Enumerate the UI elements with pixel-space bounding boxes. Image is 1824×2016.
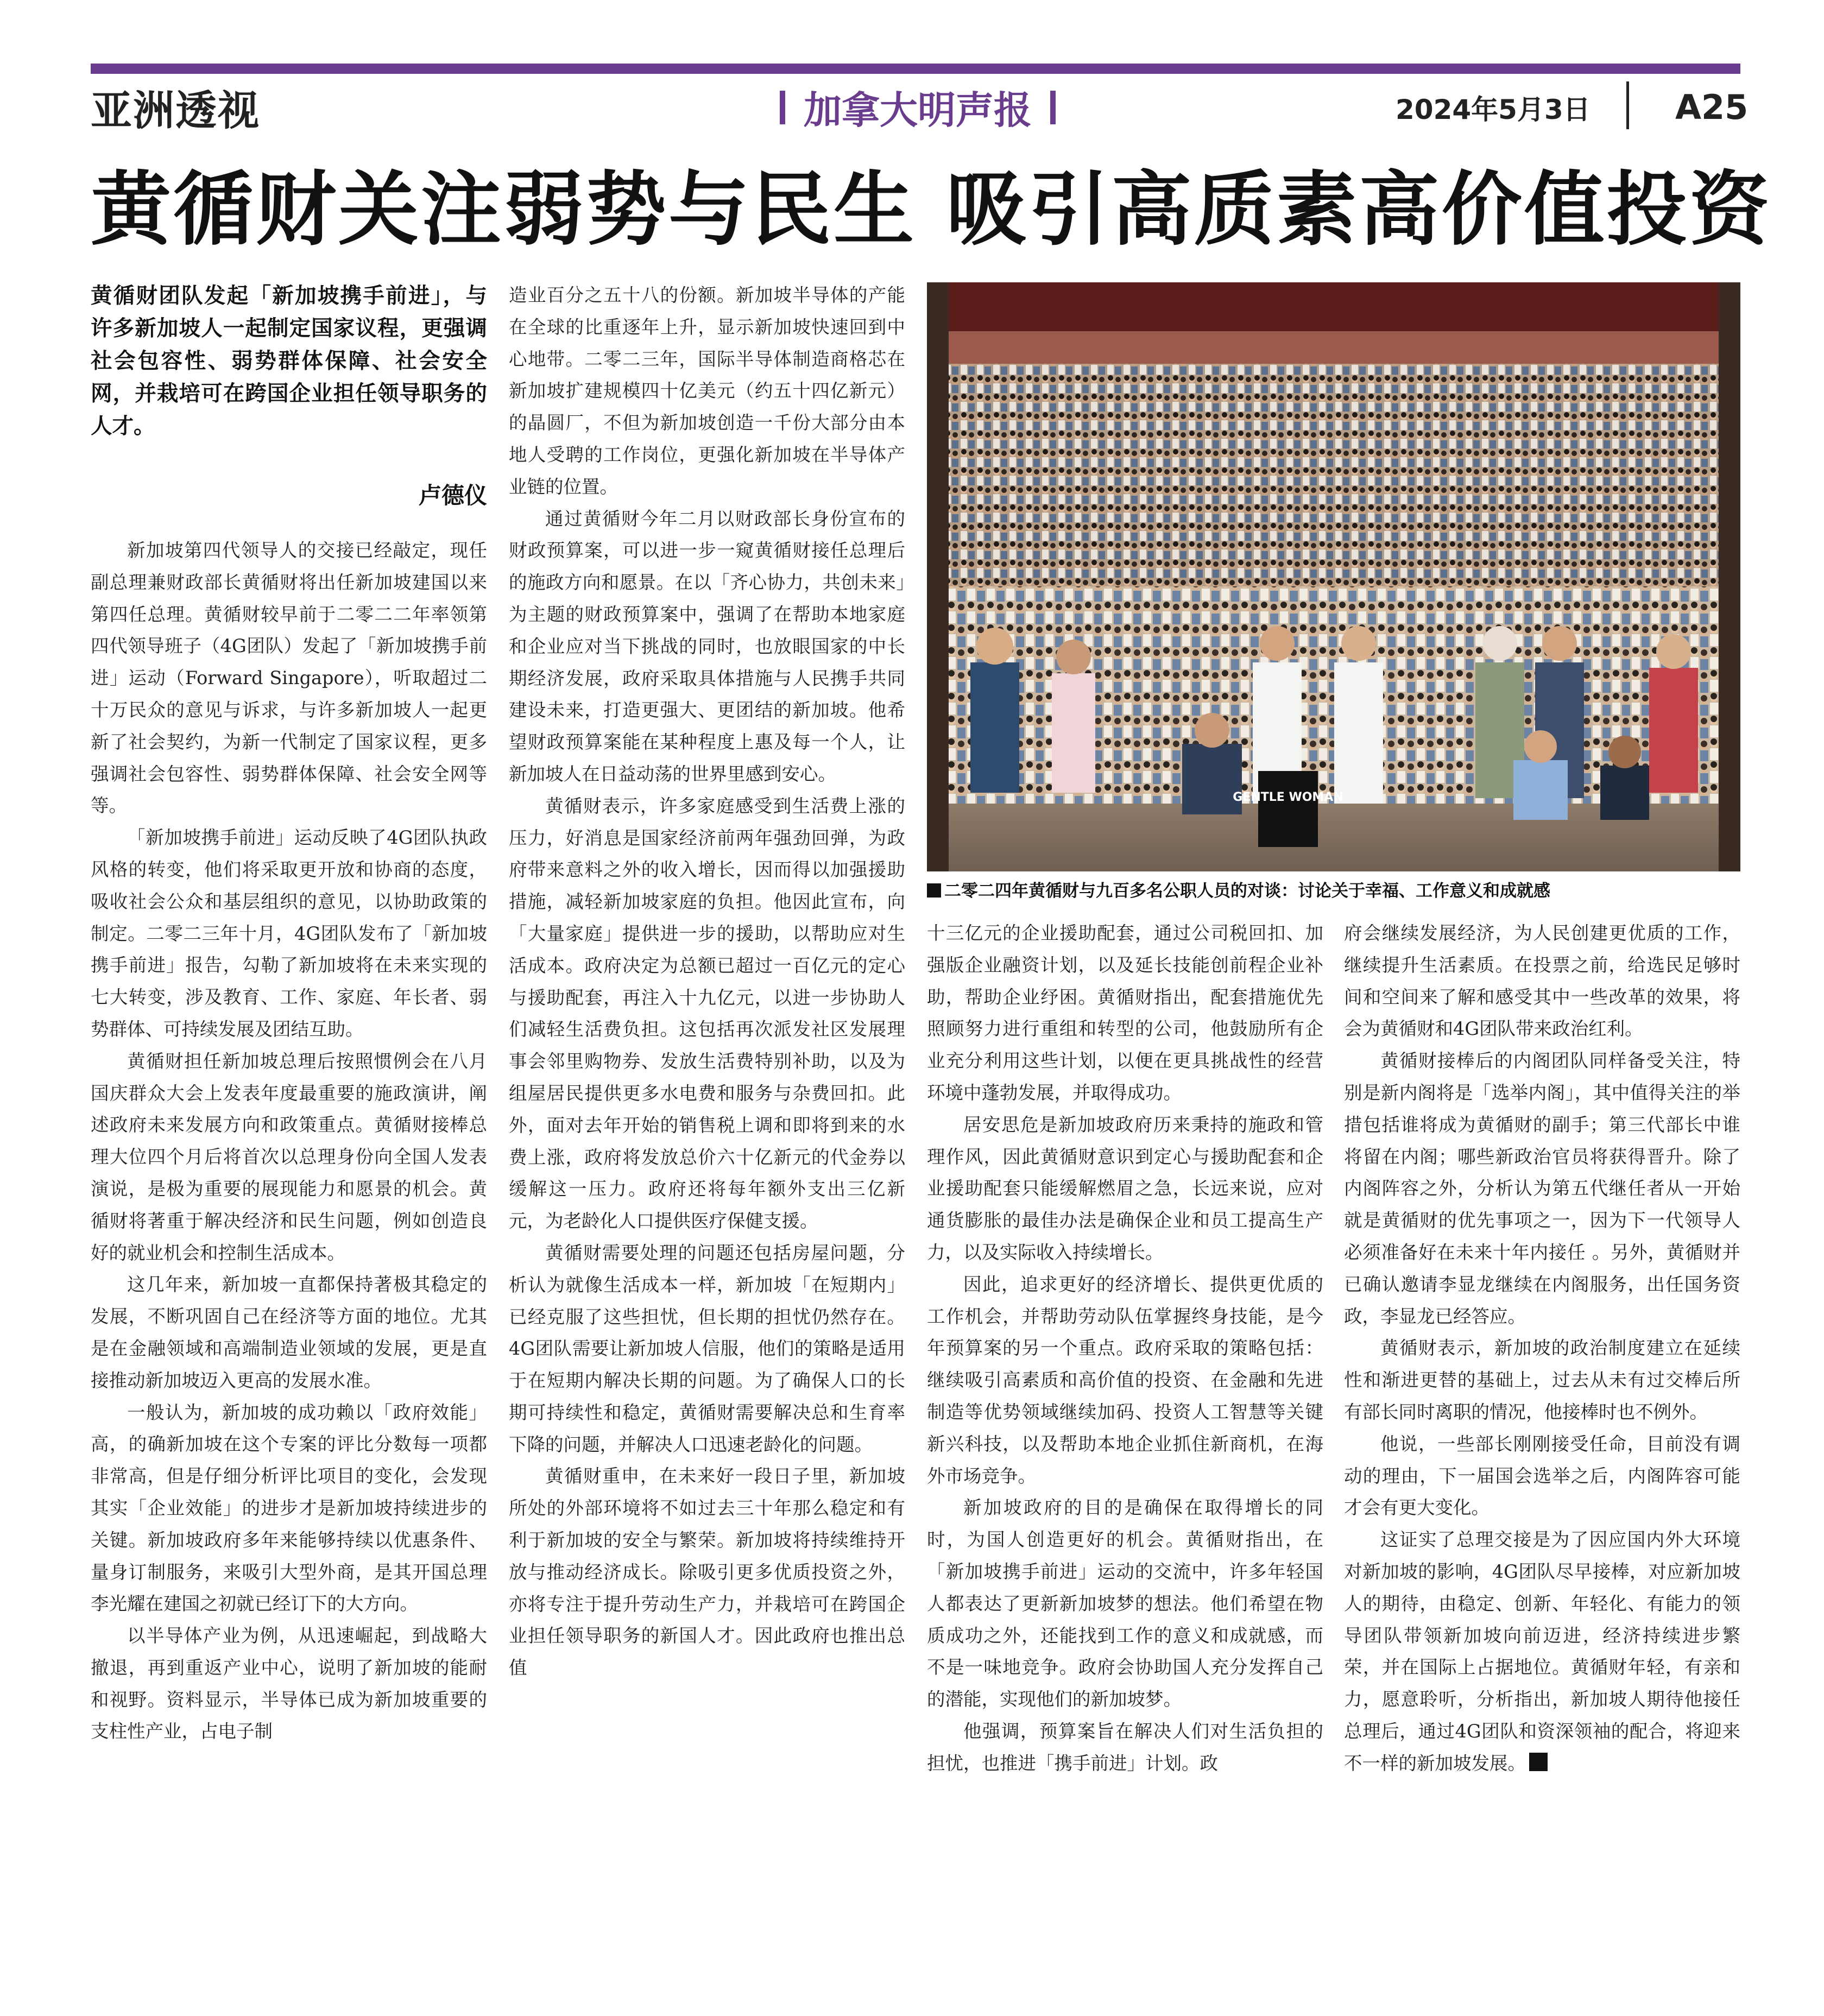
masthead-bar-left <box>780 91 785 124</box>
paragraph: 一般认为，新加坡的成功赖以「政府效能」高，的确新加坡在这个专案的评比分数每一项都非常高，但是仔细分析评比项目的变化，会发现其实「企业效能」的进步才是新加坡持续进步的关键。新加坡政府多年来能够持续以优惠条件、量身订制服务，来吸引大型外商，是其开国总理李光耀在建国之初就已经订下的大方向。 <box>91 1401 487 1615</box>
paragraph: 这几年来，新加坡一直都保持著极其稳定的发展，不断巩固自己在经济等方面的地位。尤其是在金融领域和高端制造业领域的发展，更是直接推动新加坡迈入更高的发展水准。 <box>91 1274 487 1391</box>
paragraph: 黄循财担任新加坡总理后按照惯例会在八月国庆群众大会上发表年度最重要的施政演讲，阐述政府未来发展方向和政策重点。黄循财接棒总理大位四个月后将首次以总理身份向全国人发表演说，是极为重要的展现能力和愿景的机会。黄循财将著重于解决经济和民生问题，例如创造良好的就业机会和控制生活成本。 <box>91 1050 487 1263</box>
paragraph: 他强调，预算案旨在解决人们对生活负担的担忧，也推进「携手前进」计划。政 <box>927 1720 1323 1774</box>
article-column-1 <box>91 535 487 1914</box>
end-of-article-mark <box>1529 1753 1548 1771</box>
lead-paragraph: 黄循财团队发起「新加坡携手前进」，与许多新加坡人一起制定国家议程，更强调社会包容性、弱势群体保障、社会安全网，并栽培可在跨国企业担任领导职务的人才。 <box>91 283 487 439</box>
crowd-photo-illustration <box>927 282 1740 871</box>
headline: 黄循财关注弱势与民生 吸引高质素高价值投资 <box>91 162 1772 256</box>
paragraph: 以半导体产业为例，从迅速崛起，到战略大撤退，再到重返产业中心，说明了新加坡的能耐和视野。资料显示，半导体已成为新加坡重要的支柱性产业，占电子制 <box>91 1625 487 1742</box>
paragraph <box>1344 1524 1740 1779</box>
section-title: 亚洲透视 <box>91 86 260 135</box>
article-column-4 <box>1344 918 1740 1914</box>
page-number: A25 <box>1675 87 1749 127</box>
issue-date: 2024年5月3日 <box>1396 93 1591 125</box>
tote-bag-text: GENTLE WOMAN <box>1233 791 1343 804</box>
header-divider <box>1626 81 1629 129</box>
article-column-3 <box>927 918 1323 1914</box>
photo-caption <box>927 875 1740 907</box>
paragraph: 黄循财接棒后的内阁团队同样备受关注，特别是新内阁将是「选举内阁」，其中值得关注的举措包括谁将成为黄循财的副手；第三代部长中谁将留在内阁；哪些新政治官员将获得晋升。除了内阁阵容之外，分析认为第五代继任者从一开始就是黄循财的优先事项之一，因为下一代领导人必须准备好在未来十年内接任 。另外，黄循财并已确认邀请李显龙继续在内阁服务，出任国务资政，李显龙已经答应。 <box>1344 1050 1740 1327</box>
event-photo <box>927 282 1740 871</box>
paragraph: 他说，一些部长刚刚接受任命，目前没有调动的理由，下一届国会选举之后，内阁阵容可能才会有更大变化。 <box>1344 1433 1740 1519</box>
masthead-prefix: 加拿大 <box>804 88 918 132</box>
paragraph: 造业百分之五十八的份额。新加坡半导体的产能在全球的比重逐年上升，显示新加坡快速回到中心地带。二零二三年，国际半导体制造商格芯在新加坡扩建规模四十亿美元（约五十四亿新元）的晶圆厂，不但为新加坡创造一千份大部分由本地人受聘的工作岗位，更强化新加坡在半导体产业链的位置。 <box>509 285 905 497</box>
paragraph: 十三亿元的企业援助配套，通过公司税回扣、加强版企业融资计划，以及延长技能创前程企业补助，帮助企业纾困。黄循财指出，配套措施优先照顾努力进行重组和转型的公司，他鼓励所有企业充分利用这些计划，以便在更具挑战性的经营环境中蓬勃发展，并取得成功。 <box>927 922 1323 1103</box>
paragraph: 「新加坡携手前进」运动反映了4G团队执政风格的转变，他们将采取更开放和协商的态度，吸收社会公众和基层组织的意见，以协助政策的制定。二零二三年十月，4G团队发布了「新加坡携手前进」报告，勾勒了新加坡将在未来实现的七大转变，涉及教育、工作、家庭、年长者、弱势群体、可持续发展及团结互助。 <box>91 827 487 1040</box>
paragraph: 府会继续发展经济，为人民创建更优质的工作，继续提升生活素质。在投票之前，给选民足够时间和空间来了解和感受其中一些改革的效果，将会为黄循财和4G团队带来政治红利。 <box>1344 922 1740 1040</box>
paragraph: 通过黄循财今年二月以财政部长身份宣布的财政预算案，可以进一步一窥黄循财接任总理后的施政方向和愿景。在以「齐心协力，共创未来」为主题的财政预算案中，强调了在帮助本地家庭和企业应对当下挑战的同时，也放眼国家的中长期经济发展，政府采取具体措施与人民携手共同建设未来，打造更强大、更团结的新加坡。他希望财政预算案能在某种程度上惠及每一个人，让新加坡人在日益动荡的世界里感到安心。 <box>509 508 905 785</box>
caption-text: 二零二四年黄循财与九百多名公职人员的对谈：讨论关于幸福、工作意义和成就感 <box>944 881 1550 901</box>
masthead <box>739 81 1097 133</box>
tote-bag <box>1258 771 1318 847</box>
caption-marker <box>927 883 941 898</box>
paragraph: 新加坡政府的目的是确保在取得增长的同时，为国人创造更好的机会。黄循财指出，在「新加坡携手前进」运动的交流中，许多年轻国人都表达了更新新加坡梦的想法。他们希望在物质成功之外，还能找到工作的意义和成就感，而不是一味地竞争。政府会协助国人充分发挥自己的潜能，实现他们的新加坡梦。 <box>927 1497 1323 1710</box>
paragraph: 因此，追求更好的经济增长、提供更优质的工作机会，并帮助劳动队伍掌握终身技能，是今年预算案的另一个重点。政府采取的策略包括：继续吸引高素质和高价值的投资、在金融和先进制造等优势领域继续加码、投资人工智慧等关键新兴科技，以及帮助本地企业抓住新商机，在海外市场竞争。 <box>927 1273 1323 1487</box>
header-rule <box>91 64 1740 74</box>
paragraph-text: 这证实了总理交接是为了因应国内外大环境对新加坡的影响，4G团队尽早接棒，对应新加坡人的期待，由稳定、创新、年轻化、有能力的领导团队带领新加坡向前迈进，经济持续进步繁荣，并在国际上占据地位。黄循财年轻，有亲和力，愿意聆听，分析指出，新加坡人期待他接任总理后，通过4G团队和资深领袖的配合，将迎来不一样的新加坡发展。 <box>1344 1529 1740 1774</box>
paragraph: 黄循财表示，新加坡的政治制度建立在延续性和渐进更替的基础上，过去从未有过交棒后所有部长同时离职的情况，他接棒时也不例外。 <box>1344 1337 1740 1423</box>
masthead-brand: 明声报 <box>918 88 1032 132</box>
article-column-2 <box>509 280 905 1914</box>
paragraph: 黄循财重申，在未来好一段日子里，新加坡所处的外部环境将不如过去三十年那么稳定和有利于新加坡的安全与繁荣。新加坡将持续维持开放与推动经济成长。除吸引更多优质投资之外，亦将专注于提升劳动生产力，并栽培可在跨国企业担任领导职务的新国人才。因此政府也推出总值 <box>509 1465 905 1679</box>
paragraph: 新加坡第四代领导人的交接已经敲定，现任副总理兼财政部长黄循财将出任新加坡建国以来第四任总理。黄循财较早前于二零二二年率领第四代领导班子（4G团队）发起了「新加坡携手前进」运动（Forward Singapore），听取超过二十万民众的意见与诉求，与许多新加坡人一起更新了社会契约，为新一代制定了国家议程，更多强调社会包容性、弱势群体保障、社会安全网等等。 <box>91 540 487 817</box>
paragraph: 居安思危是新加坡政府历来秉持的施政和管理作风，因此黄循财意识到定心与援助配套和企业援助配套只能缓解燃眉之急，长远来说，应对通货膨胀的最佳办法是确保企业和员工提高生产力，以及实际收入持续增长。 <box>927 1114 1323 1263</box>
paragraph: 黄循财表示，许多家庭感受到生活费上涨的压力，好消息是国家经济前两年强劲回弹，为政府带来意料之外的收入增长，因而得以加强援助措施，减轻新加坡家庭的负担。他因此宣布，向「大量家庭」提供进一步的援助，以帮助应对生活成本。政府决定为总额已超过一百亿元的定心与援助配套，再注入十九亿元，以进一步协助人们减轻生活费负担。这包括再次派发社区发展理事会邻里购物券、发放生活费特别补助，以及为组屋居民提供更多水电费和服务与杂费回扣。此外，面对去年开始的销售税上调和即将到来的水费上涨，政府将发放总价六十亿新元的代金券以缓解这一压力。政府还将每年额外支出三亿新元，为老龄化人口提供医疗保健支援。 <box>509 795 905 1232</box>
masthead-bar-right <box>1050 91 1056 124</box>
paragraph: 黄循财需要处理的问题还包括房屋问题，分析认为就像生活成本一样，新加坡「在短期内」已经克服了这些担忧，但长期的担忧仍然存在。4G团队需要让新加坡人信服，他们的策略是适用于在短期内解决长期的问题。为了确保人口的长期可持续性和稳定，黄循财需要解决总和生育率下降的问题，并解决人口迅速老龄化的问题。 <box>509 1242 905 1455</box>
byline: 卢德仪 <box>418 482 487 509</box>
